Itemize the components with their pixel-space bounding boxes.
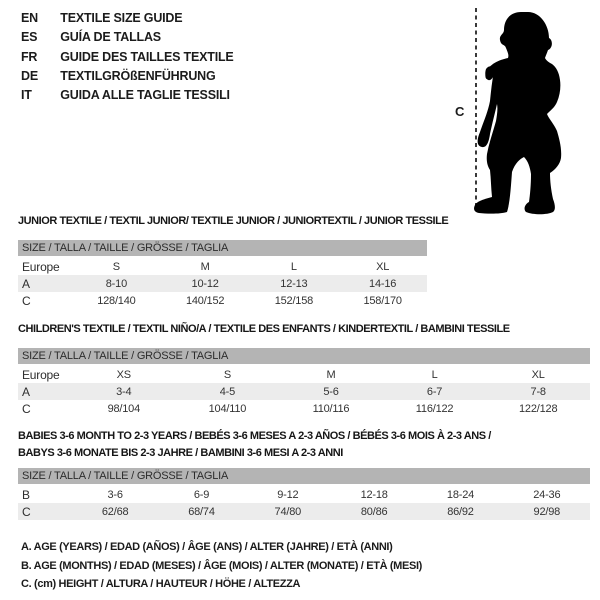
table-title-line2: BABYS 3-6 MONATE BIS 2-3 JAHRE / BAMBINI 3-6 MESI A 2-3 ANNI xyxy=(18,447,343,459)
cell: 128/140 xyxy=(97,294,136,307)
language-row-fr xyxy=(21,50,234,69)
size-header-bar: SIZE / TALLA / TAILLE / GRÖSSE / TAGLIA xyxy=(18,240,427,256)
table-title: JUNIOR TEXTILE / TEXTIL JUNIOR/ TEXTILE JUNIOR / JUNIORTEXTIL / JUNIOR TESSILE xyxy=(18,215,449,227)
language-row-it xyxy=(21,88,234,107)
language-title: TEXTILGRÖßENFÜHRUNG xyxy=(60,68,216,83)
cell: XS xyxy=(116,368,131,381)
cell: 80/86 xyxy=(360,505,388,518)
cell: 98/104 xyxy=(107,402,141,415)
size-header-bar: SIZE / TALLA / TAILLE / GRÖSSE / TAGLIA xyxy=(18,348,590,364)
footnote-b: B. AGE (MONTHS) / EDAD (MESES) / ÂGE (MOIS) / ALTER (MONATE) / ETÀ (MESI) xyxy=(21,559,422,572)
cell: 3-4 xyxy=(116,385,132,398)
size-table-grid xyxy=(18,486,590,520)
size-table-grid xyxy=(18,366,590,417)
row-label: Europe xyxy=(22,259,60,274)
cell: 62/68 xyxy=(101,505,129,518)
cell: M xyxy=(326,368,336,381)
cell: L xyxy=(290,260,297,273)
language-row-en xyxy=(21,11,234,30)
table-row xyxy=(18,383,590,400)
size-header-bar: SIZE / TALLA / TAILLE / GRÖSSE / TAGLIA xyxy=(18,468,590,484)
table-row xyxy=(18,258,427,275)
cell: 24-36 xyxy=(533,488,561,501)
row-label: A xyxy=(22,276,30,291)
cell: 12-18 xyxy=(360,488,388,501)
language-title: TEXTILE SIZE GUIDE xyxy=(60,11,183,25)
cell: XL xyxy=(376,260,390,273)
table-title-line1: BABIES 3-6 MONTH TO 2-3 YEARS / BEBÉS 3-6 MESES A 2-3 AÑOS / BÉBÉS 3-6 MOIS À 2-3 ANS / xyxy=(18,430,491,442)
cell: 18-24 xyxy=(446,488,475,501)
row-label: C xyxy=(22,293,31,308)
children-size-table xyxy=(18,322,590,417)
cell: 12-13 xyxy=(280,277,308,290)
cell: 92/98 xyxy=(533,505,561,518)
row-label: Europe xyxy=(22,367,60,382)
cell: 14-16 xyxy=(369,277,397,290)
row-label: B xyxy=(22,487,30,502)
cell: 10-12 xyxy=(191,277,219,290)
cell: L xyxy=(431,368,438,381)
language-title-list xyxy=(21,11,234,107)
cell: 110/116 xyxy=(312,402,350,415)
language-title: GUÍA DE TALLAS xyxy=(60,30,161,45)
language-row-es xyxy=(21,30,234,49)
cell: 140/152 xyxy=(185,294,225,307)
cell: 104/110 xyxy=(208,402,247,415)
language-title: GUIDE DES TAILLES TEXTILE xyxy=(60,49,234,64)
table-title: CHILDREN'S TEXTILE / TEXTIL NIÑO/A / TEXTILE DES ENFANTS / KINDERTEXTIL / BAMBINI TESSILE xyxy=(18,323,510,335)
cell: 74/80 xyxy=(274,505,302,518)
table-row xyxy=(18,486,590,503)
cell: 158/170 xyxy=(363,294,402,307)
footnote-a: A. AGE (YEARS) / EDAD (AÑOS) / ÂGE (ANS) / ALTER (JAHRE) / ETÀ (ANNI) xyxy=(21,541,393,553)
row-label: C xyxy=(22,401,31,416)
table-row xyxy=(18,275,427,292)
footnotes xyxy=(21,538,422,594)
cell: 7-8 xyxy=(530,385,546,398)
language-code: DE xyxy=(21,68,38,83)
language-row-de xyxy=(21,69,234,88)
footnote-c: C. (cm) HEIGHT / ALTURA / HAUTEUR / HÖHE / ALTEZZA xyxy=(21,578,301,590)
cell: 8-10 xyxy=(105,277,127,290)
cell: M xyxy=(200,260,210,273)
language-code: EN xyxy=(21,11,38,25)
language-code: FR xyxy=(21,49,38,64)
cell: S xyxy=(223,368,231,381)
cell: 6-7 xyxy=(426,385,443,398)
language-code: IT xyxy=(21,88,32,103)
cell: 9-12 xyxy=(277,488,299,501)
cell: 4-5 xyxy=(219,385,236,398)
cell: 86/92 xyxy=(447,505,474,518)
cell: XL xyxy=(531,368,545,381)
height-measure-label: C xyxy=(455,104,465,119)
cell: 152/158 xyxy=(274,294,314,307)
language-title: GUIDA ALLE TAGLIE TESSILI xyxy=(60,88,230,103)
cell: 5-6 xyxy=(323,385,339,398)
cell: 6-9 xyxy=(193,488,210,501)
babies-size-table xyxy=(18,428,590,520)
cell: 116/122 xyxy=(415,402,454,415)
cell: 68/74 xyxy=(188,505,215,518)
table-row xyxy=(18,366,590,383)
size-table-grid xyxy=(18,258,427,309)
junior-size-table xyxy=(18,214,449,309)
table-row xyxy=(18,503,590,520)
language-code: ES xyxy=(21,30,38,45)
cell: S xyxy=(112,260,120,273)
cell: 3-6 xyxy=(107,488,123,501)
table-row xyxy=(18,292,427,309)
cell: 122/128 xyxy=(519,402,558,415)
baby-silhouette-icon xyxy=(470,5,570,215)
row-label: A xyxy=(22,384,30,399)
table-row xyxy=(18,400,590,417)
row-label: C xyxy=(22,504,31,519)
